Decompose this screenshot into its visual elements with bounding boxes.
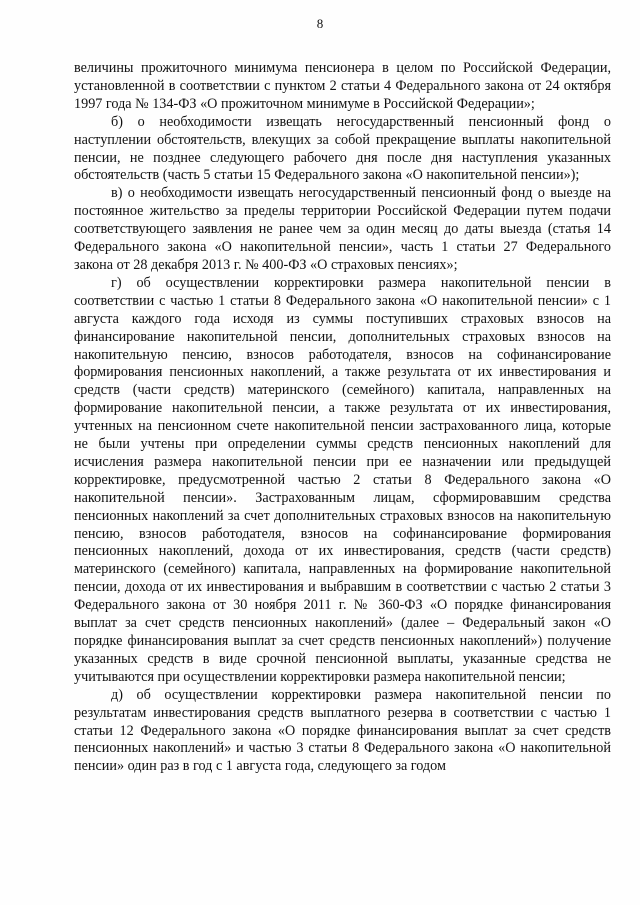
paragraph-continuation: величины прожиточного минимума пенсионера в целом по Российской Федерации, установленной в соответствии с пунктом 2 статьи 4 Федерального закона от 24 октября 1997 года № 134-ФЗ «О прожиточном минимуме в Российской Федерации»; [74,60,611,112]
paragraph-d: д) об осуществлении корректировки размера накопительной пенсии по результатам инвестирования средств выплатного резерва в соответствии с частью 1 статьи 12 Федерального закона «О порядке финансирования выплат за счет средств пенсионных накоплений» и частью 3 статьи 8 Федерального закона «О накопительной пенсии» один раз в год с 1 августа года, следующего за годом [74,686,611,775]
paragraph-g: г) об осуществлении корректировки размера накопительной пенсии в соответствии с частью 1 статьи 8 Федерального закона «О накопительной пенсии» с 1 августа каждого года исходя из суммы поступивших страховых взносов на финансирование накопительной пенсии, дополнительных страховых взносов на накопительную пенсию, взносов работодателя, взносов на софинансирование формирования пенсионных накоплений, а также результата от их инвестирования и средств (части средств) материнского (семейного) капитала, направленных на формирование накопительной пенсии, а также результата от их инвестирования, учтенных на пенсионном счете накопительной пенсии застрахованного лица, которые не были учтены при определении суммы средств пенсионных накоплений для исчисления размера накопительной пенсии при ее назначении или предыдущей корректировке, предусмотренной частью 2 статьи 8 Федерального закона «О накопительной пенсии». Застрахованным лицам, сформировавшим средства пенсионных накоплений за счет дополнительных страховых взносов на накопительную пенсию, взносов работодателя, взносов на софинансирование формирования пенсионных накоплений, дохода от их инвестирования, средств (части средств) материнского (семейного) капитала, направленных на формирование накопительной пенсии, дохода от их инвестирования и выбравшим в соответствии с частью 2 статьи 3 Федерального закона от 30 ноября 2011 г. № 360-ФЗ «О порядке финансирования выплат за счет средств пенсионных накоплений» (далее – Федеральный закон «О порядке финансирования выплат за счет средств пенсионных накоплений») получение указанных средств в виде срочной пенсионной выплаты, указанные средства не учитываются при осуществлении корректировки размера накопительной пенсии; [74,274,611,685]
document-body [74,60,611,776]
paragraph-v: в) о необходимости извещать негосударственный пенсионный фонд о выезде на постоянное жительство за пределы территории Российской Федерации путем подачи соответствующего заявления не ранее чем за один месяц до даты выезда (статья 14 Федерального закона «О накопительной пенсии», часть 1 статьи 27 Федерального закона от 28 декабря 2013 г. № 400-ФЗ «О страховых пенсиях»; [74,185,611,273]
page-number: 8 [316,16,324,31]
paragraph-b: б) о необходимости извещать негосударственный пенсионный фонд о наступлении обстоятельств, влекущих за собой прекращение выплаты накопительной пенсии, не позднее следующего рабочего дня после дня наступления указанных обстоятельств (часть 5 статьи 15 Федерального закона «О накопительной пенсии»); [74,113,611,184]
